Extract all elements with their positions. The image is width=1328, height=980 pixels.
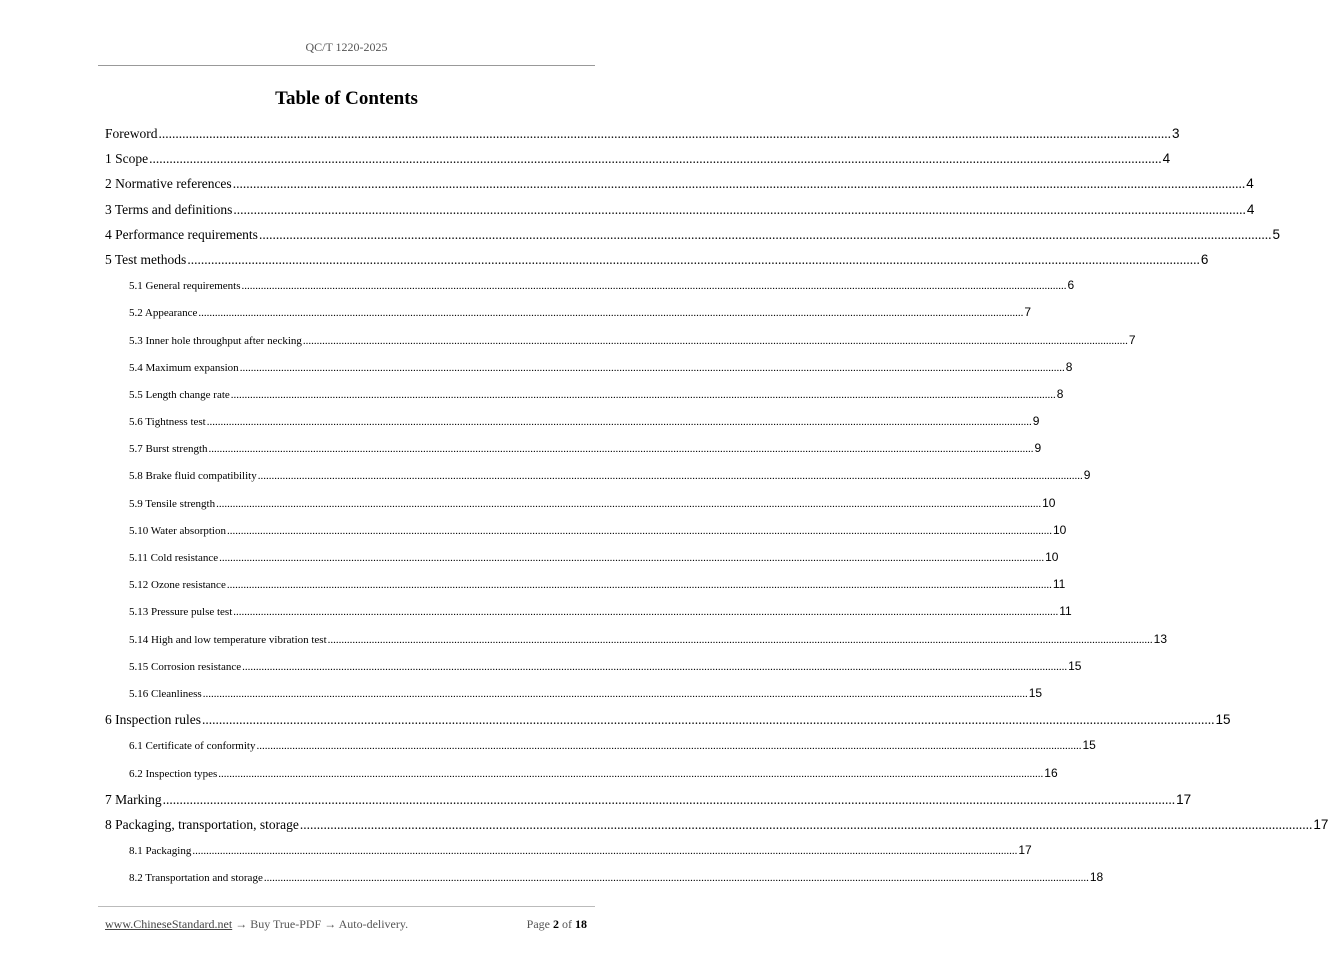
toc-dot-leader: ............................................................................................................................................................................................................................................................................................................: [239, 361, 1065, 374]
toc-entry-label: 5.3 Inner hole throughput after necking: [129, 334, 302, 347]
toc-entry-page: 9: [1032, 414, 1040, 429]
toc-dot-leader: ............................................................................................................................................................................................................................................................................................................: [226, 524, 1052, 537]
toc-entry[interactable]: [105, 707, 1231, 732]
toc-entry-label: 1 Scope: [105, 151, 149, 167]
toc-dot-leader: ............................................................................................................................................................................................................................................................................................................: [219, 552, 1045, 564]
website-link[interactable]: www.ChineseStandard.net: [105, 917, 233, 931]
toc-entry[interactable]: [105, 354, 1073, 381]
toc-entry-label: 5.14 High and low temperature vibration test: [129, 633, 327, 646]
toc-entry-page: 17: [1018, 843, 1032, 858]
toc-dot-leader: ............................................................................................................................................................................................................................................................................................................: [202, 687, 1028, 700]
toc-entry-label: 5.12 Ozone resistance: [129, 579, 226, 592]
toc-dot-leader: ............................................................................................................................................................................................................................................................................................................: [216, 497, 1042, 510]
toc-entry-label: 5.1 General requirements: [129, 280, 241, 293]
toc-entry-page: 3: [1172, 126, 1180, 141]
toc-dot-leader: ............................................................................................................................................................................................................................................................................................................: [327, 633, 1153, 646]
toc-dot-leader: ............................................................................................................................................................................................................................................................................................................: [233, 201, 1246, 217]
toc-entry[interactable]: [105, 462, 1091, 489]
toc-entry[interactable]: [105, 381, 1064, 408]
toc-entry-page: 17: [1176, 791, 1192, 807]
toc-entry[interactable]: [105, 121, 1180, 146]
toc-entry-page: 6: [1067, 278, 1075, 293]
toc-entry-label: 5 Test methods: [105, 251, 187, 267]
toc-dot-leader: ............................................................................................................................................................................................................................................................................................................: [242, 660, 1068, 673]
toc-entry-page: 10: [1052, 522, 1067, 537]
footer-divider: [98, 906, 595, 907]
toc-entry-label: 5.6 Tightness test: [129, 416, 206, 429]
toc-entry-page: 10: [1042, 495, 1056, 510]
toc-entry[interactable]: [105, 598, 1072, 625]
toc-dot-leader: ............................................................................................................................................................................................................................................................................................................: [158, 126, 1171, 141]
toc-dot-leader: ............................................................................................................................................................................................................................................................................................................: [192, 845, 1018, 858]
toc-entry-label: Foreword: [105, 126, 158, 141]
toc-entry[interactable]: [105, 812, 1328, 837]
toc-dot-leader: ............................................................................................................................................................................................................................................................................................................: [201, 712, 1215, 728]
toc-entry-label: 5.9 Tensile strength: [129, 497, 216, 510]
toc-entry-label: 5.7 Burst strength: [129, 443, 208, 456]
toc-dot-leader: ............................................................................................................................................................................................................................................................................................................: [263, 872, 1089, 885]
toc-entry[interactable]: [105, 732, 1096, 759]
toc-entry[interactable]: [105, 544, 1059, 571]
toc-entry-label: 5.11 Cold resistance: [129, 552, 219, 564]
toc-dot-leader: ............................................................................................................................................................................................................................................................................................................: [232, 176, 1246, 192]
toc-entry-page: 4: [1162, 151, 1171, 167]
toc-entry-page: 15: [1028, 685, 1043, 700]
toc-dot-leader: ............................................................................................................................................................................................................................................................................................................: [233, 606, 1059, 619]
toc-entry[interactable]: [105, 787, 1192, 812]
page-of: of: [562, 917, 572, 931]
header-divider: [98, 65, 595, 66]
toc-dot-leader: ............................................................................................................................................................................................................................................................................................................: [230, 388, 1056, 401]
toc-dot-leader: ............................................................................................................................................................................................................................................................................................................: [302, 334, 1128, 347]
toc-entry[interactable]: [105, 490, 1056, 517]
toc-entry-page: 15: [1068, 658, 1082, 673]
footer-promo: → Buy True-PDF → Auto-delivery.: [235, 917, 409, 931]
toc-entry-page: 15: [1215, 712, 1231, 728]
toc-dot-leader: ............................................................................................................................................................................................................................................................................................................: [226, 579, 1052, 592]
toc-entry-page: 4: [1246, 176, 1254, 192]
toc-entry-page: 10: [1045, 550, 1059, 564]
toc-entry[interactable]: [105, 653, 1082, 680]
toc-entry-page: 15: [1082, 738, 1096, 753]
toc-entry[interactable]: [105, 408, 1040, 435]
toc-entry-page: 7: [1024, 305, 1032, 320]
toc-entry[interactable]: [105, 680, 1043, 707]
toc-entry-label: 5.16 Cleanliness: [129, 687, 202, 700]
toc-entry-page: 7: [1128, 332, 1136, 347]
document-header: QC/T 1220-2025: [305, 40, 388, 54]
toc-dot-leader: ............................................................................................................................................................................................................................................................................................................: [206, 416, 1032, 429]
toc-entry-label: 5.13 Pressure pulse test: [129, 606, 233, 619]
toc-entry[interactable]: [105, 435, 1042, 462]
toc-dot-leader: ............................................................................................................................................................................................................................................................................................................: [256, 740, 1082, 753]
toc-entry-label: 8.1 Packaging: [129, 845, 192, 858]
page-prefix: Page: [526, 917, 550, 931]
table-of-contents: [105, 121, 1328, 891]
toc-entry-page: 8: [1065, 359, 1073, 374]
page-title: Table of Contents: [275, 88, 418, 109]
toc-dot-leader: ............................................................................................................................................................................................................................................................................................................: [257, 470, 1083, 483]
toc-dot-leader: ............................................................................................................................................................................................................................................................................................................: [241, 280, 1067, 293]
toc-entry[interactable]: [105, 247, 1209, 272]
toc-entry[interactable]: [105, 171, 1254, 196]
page-total: 18: [575, 917, 587, 931]
toc-entry-page: 18: [1089, 870, 1104, 885]
toc-dot-leader: ............................................................................................................................................................................................................................................................................................................: [218, 767, 1044, 780]
toc-entry-label: 8.2 Transportation and storage: [129, 872, 263, 885]
page-footer: [105, 917, 587, 932]
toc-dot-leader: ............................................................................................................................................................................................................................................................................................................: [198, 307, 1024, 320]
toc-entry[interactable]: [105, 626, 1168, 653]
toc-entry-page: 4: [1246, 201, 1255, 217]
toc-entry-label: 3 Terms and definitions: [105, 201, 233, 217]
toc-entry-page: 16: [1044, 765, 1058, 780]
toc-entry-page: 11: [1052, 577, 1066, 592]
toc-entry[interactable]: [105, 197, 1255, 222]
toc-entry-page: 5: [1272, 226, 1280, 242]
toc-entry-page: 17: [1313, 816, 1328, 832]
toc-entry-page: 11: [1059, 604, 1072, 619]
toc-dot-leader: ............................................................................................................................................................................................................................................................................................................: [258, 226, 1272, 242]
toc-entry[interactable]: [105, 517, 1067, 544]
toc-dot-leader: ............................................................................................................................................................................................................................................................................................................: [299, 816, 1313, 832]
toc-entry-page: 9: [1083, 468, 1091, 483]
toc-entry-page: 9: [1034, 441, 1042, 456]
toc-entry[interactable]: [105, 571, 1066, 598]
toc-entry[interactable]: [105, 222, 1280, 247]
toc-entry-page: 8: [1056, 386, 1064, 401]
toc-entry-page: 6: [1200, 251, 1209, 267]
toc-entry[interactable]: [105, 327, 1136, 354]
page-current: 2: [553, 917, 559, 931]
toc-entry[interactable]: [105, 864, 1104, 891]
toc-entry-label: 6.1 Certificate of conformity: [129, 740, 256, 753]
toc-entry-page: 13: [1153, 631, 1168, 646]
toc-entry[interactable]: [105, 299, 1032, 326]
toc-entry-label: 6 Inspection rules: [105, 712, 201, 728]
toc-entry-label: 5.10 Water absorption: [129, 524, 226, 537]
footer-left: [105, 917, 408, 932]
toc-entry[interactable]: [105, 837, 1032, 864]
toc-entry[interactable]: [105, 760, 1058, 787]
toc-entry-label: 5.4 Maximum expansion: [129, 361, 239, 374]
toc-entry-label: 5.15 Corrosion resistance: [129, 660, 242, 673]
toc-entry[interactable]: [105, 146, 1171, 171]
toc-entry-label: 7 Marking: [105, 791, 162, 807]
toc-dot-leader: ............................................................................................................................................................................................................................................................................................................: [162, 791, 1176, 807]
toc-entry-label: 5.2 Appearance: [129, 307, 198, 320]
toc-entry[interactable]: [105, 272, 1075, 299]
toc-entry-label: 4 Performance requirements: [105, 226, 258, 242]
toc-dot-leader: ............................................................................................................................................................................................................................................................................................................: [187, 251, 1200, 267]
page-number: [527, 917, 587, 932]
toc-entry-label: 8 Packaging, transportation, storage: [105, 816, 299, 832]
toc-dot-leader: ............................................................................................................................................................................................................................................................................................................: [149, 151, 1162, 167]
toc-entry-label: 5.5 Length change rate: [129, 388, 230, 401]
toc-entry-label: 5.8 Brake fluid compatibility: [129, 470, 257, 483]
toc-entry-label: 2 Normative references: [105, 176, 232, 192]
toc-entry-label: 6.2 Inspection types: [129, 767, 218, 780]
toc-dot-leader: ............................................................................................................................................................................................................................................................................................................: [208, 443, 1034, 456]
